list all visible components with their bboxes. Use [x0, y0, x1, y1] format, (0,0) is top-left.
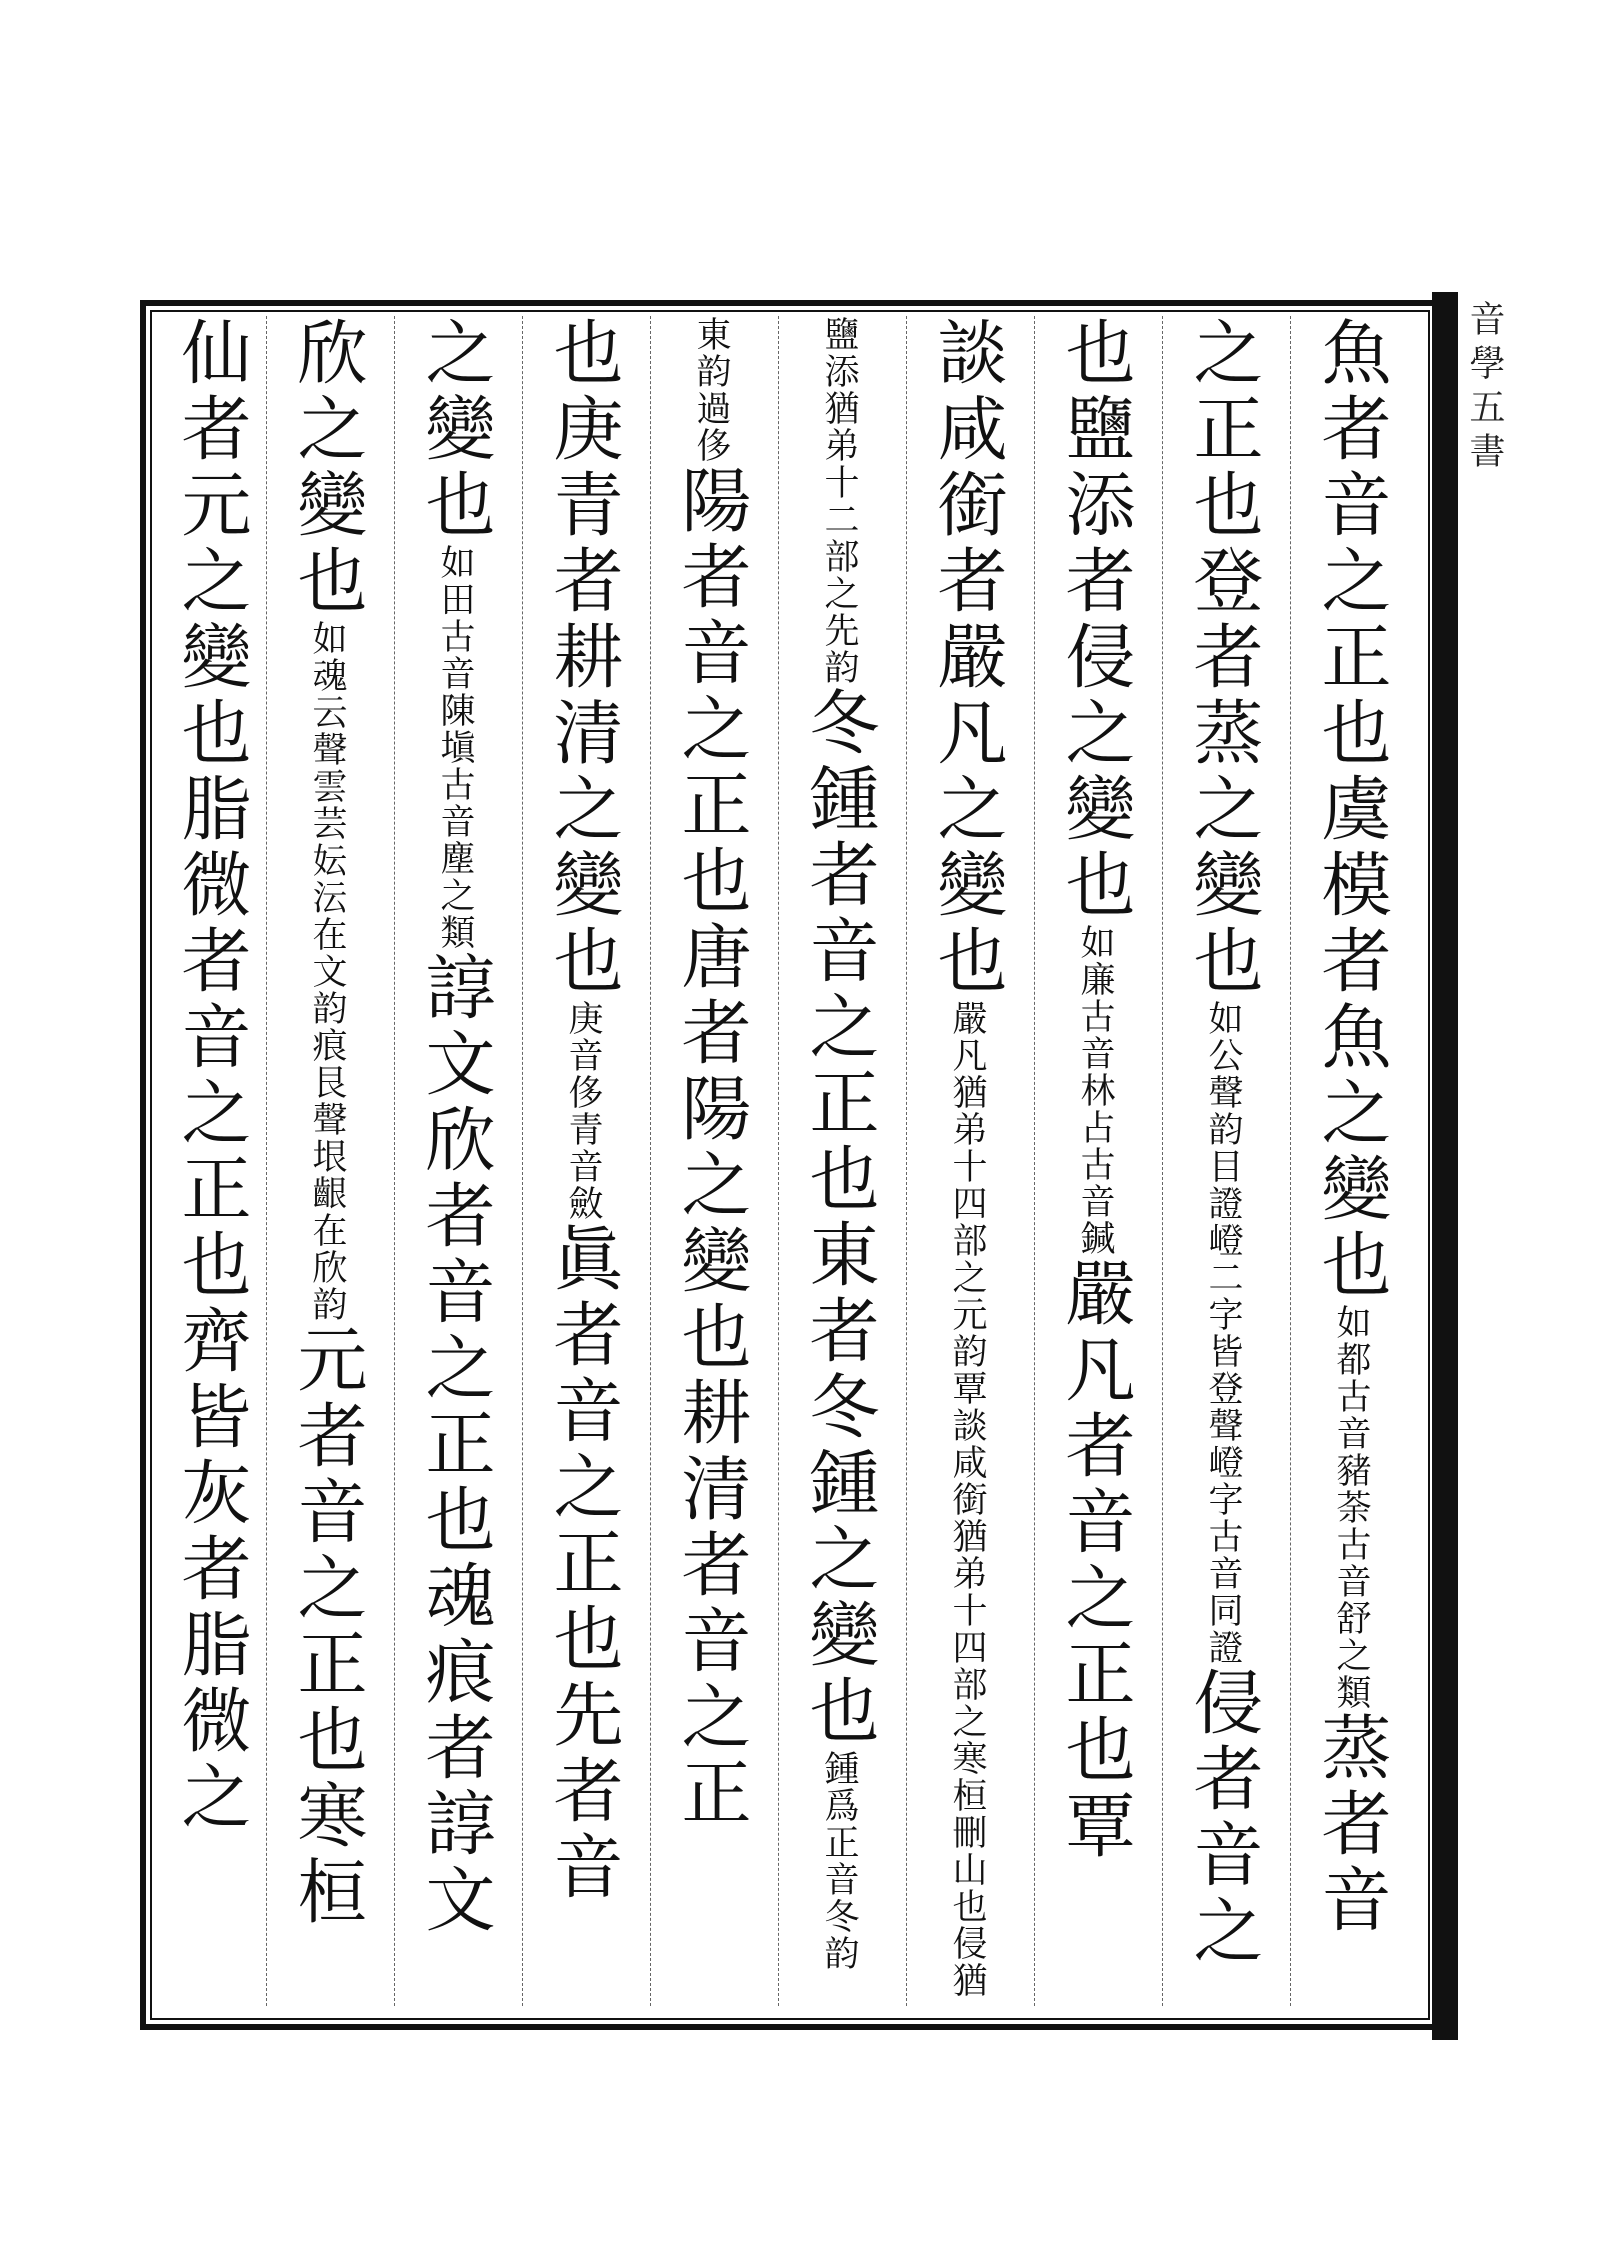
text-column-6: 東韵過侈陽者音之正也唐者陽之變也耕清者音之正: [670, 316, 752, 1832]
text-column-9: 欣之變也如魂云聲雲芸妘沄在文韵痕艮聲垠齦在欣韵元者音之正也寒桓: [286, 316, 368, 1931]
column-rule: [1034, 316, 1035, 2006]
margin-title: 音學五書: [1464, 300, 1505, 476]
column-rule: [650, 316, 651, 2006]
text-column-5: 鹽添猶弟十二部之先韵冬鍾者音之正也東者冬鍾之變也鍾爲正音冬韵: [798, 316, 880, 1972]
column-rule: [906, 316, 907, 2006]
column-rule: [394, 316, 395, 2006]
column-rule: [778, 316, 779, 2006]
column-rule: [522, 316, 523, 2006]
column-rule: [266, 316, 267, 2006]
text-column-2: 之正也登者蒸之變也如公聲韵目證嶝二字皆登聲嶝字古音同證侵者音之: [1182, 316, 1264, 1970]
text-column-8: 之變也如田古音陳塡古音塵之類諄文欣者音之正也魂痕者諄文: [414, 316, 496, 1939]
column-rule: [1290, 316, 1291, 2006]
text-column-3: 也鹽添者侵之變也如廉古音林占古音鍼嚴凡者音之正也覃: [1054, 316, 1136, 1865]
text-column-1: 魚者音之正也虞模者魚之變也如都古音豬荼古音舒之類蒸者音: [1310, 316, 1392, 1939]
column-rule: [1162, 316, 1163, 2006]
text-column-7: 也庚青者耕清之變也庚音侈青音斂眞者音之正也先者音: [542, 316, 624, 1906]
spine-bar: [1432, 292, 1458, 2040]
text-column-10: 仙者元之變也脂微者音之正也齊皆灰者脂微之: [170, 316, 252, 1836]
text-column-4: 談咸銜者嚴凡之變也嚴凡猶弟十四部之元韵覃談咸銜猶弟十四部之寒桓刪山也侵猶: [926, 316, 1008, 1999]
